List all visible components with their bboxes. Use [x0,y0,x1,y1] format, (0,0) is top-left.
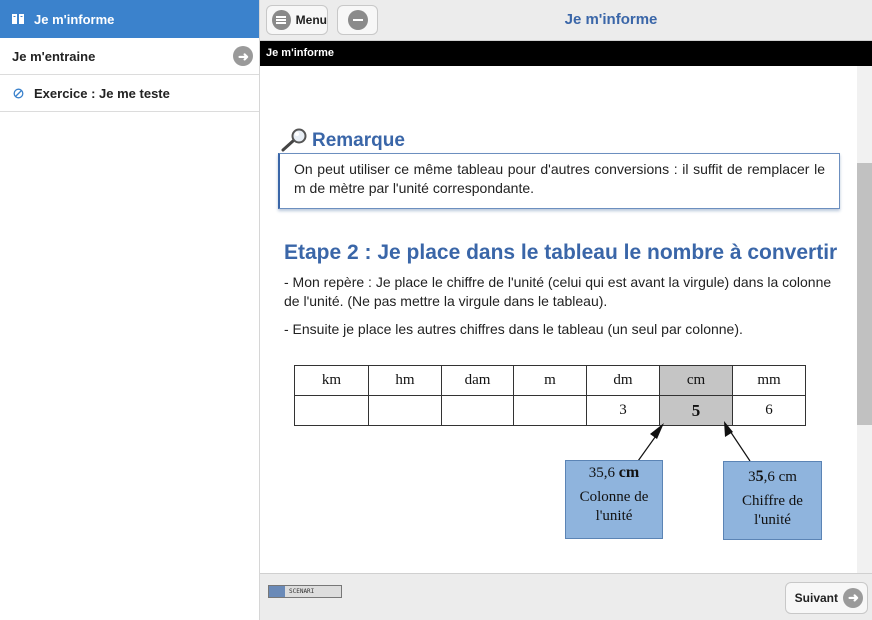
table-cell: 6 [733,396,806,426]
table-header-cell: m [514,366,587,396]
sidebar [0,0,260,620]
table-header-cell: km [295,366,369,396]
scenari-logo-icon [269,586,285,597]
table-header-cell: mm [733,366,806,396]
slash-circle-icon [8,88,28,99]
scrollbar-thumb[interactable] [857,163,872,425]
paragraph-ensuite: - Ensuite je place les autres chiffres dans le tableau (un seul par colonne). [284,321,743,337]
remark-box: On peut utiliser ce même tableau pour d'autres conversions : il suffit de remplacer le m de mètre par l'unité correspondante. [278,153,840,209]
arrow-right-circle-icon: ➜ [843,588,863,608]
callout-caption: l'unité [595,508,633,524]
collapse-button[interactable] [337,5,378,35]
top-toolbar [260,0,872,41]
callout-colonne [565,460,663,539]
next-button[interactable] [785,582,868,614]
bottom-toolbar [260,573,872,620]
main-content [260,66,857,573]
sidebar-item-label: Exercice : Je me teste [34,85,170,101]
callout-value-line [566,463,662,483]
callout-caption: l'unité [754,512,791,528]
remark-title: Remarque [312,130,405,151]
arrow-right-circle-icon[interactable]: ➜ [233,46,253,66]
scrollbar[interactable] [857,66,872,573]
callout-value: ,6 cm [763,469,797,485]
callout-value: 35,6 [588,465,616,481]
callout-digit: 3 [748,469,756,485]
paragraph-repere: - Mon repère : Je place le chiffre de l'unité (celui qui est avant la virgule) dans la colonne de l'unité. (Ne pas mettre la virgule dans le tableau). [284,274,832,309]
next-label: Suivant [794,591,838,605]
scenari-logo[interactable] [268,585,342,598]
table-header-cell: hm [369,366,442,396]
sidebar-item-label: Je m'informe [34,11,115,27]
sidebar-item-exercice[interactable] [0,75,259,112]
sidebar-item-je-m-entraine[interactable] [0,38,259,75]
menu-button[interactable] [266,5,328,35]
callout-digit-bold: 5 [755,468,764,485]
callout-caption: Colonne de [579,489,649,505]
table-header-cell: dm [587,366,660,396]
menu-label: Menu [295,13,327,27]
callout-chiffre [723,461,822,540]
callout-caption: Chiffre de [742,493,803,509]
breadcrumb: Je m'informe [260,41,872,66]
sidebar-item-je-m-informe[interactable] [0,0,259,38]
scenari-label: SCENARI [289,588,315,595]
table-header-cell: cm [660,366,733,396]
minus-icon [348,10,368,30]
sidebar-item-label: Je m'entraine [12,48,96,64]
callout-value-line [724,467,821,487]
step-title: Etape 2 : Je place dans le tableau le nombre à convertir [284,241,838,264]
book-icon [8,14,28,24]
table-cell: 5 [660,396,733,426]
page-title: Je m'informe [564,11,658,28]
callout-unit: cm [618,464,640,481]
table-cell: 3 [587,396,660,426]
hamburger-icon [272,10,291,30]
table-header-cell: dam [442,366,514,396]
